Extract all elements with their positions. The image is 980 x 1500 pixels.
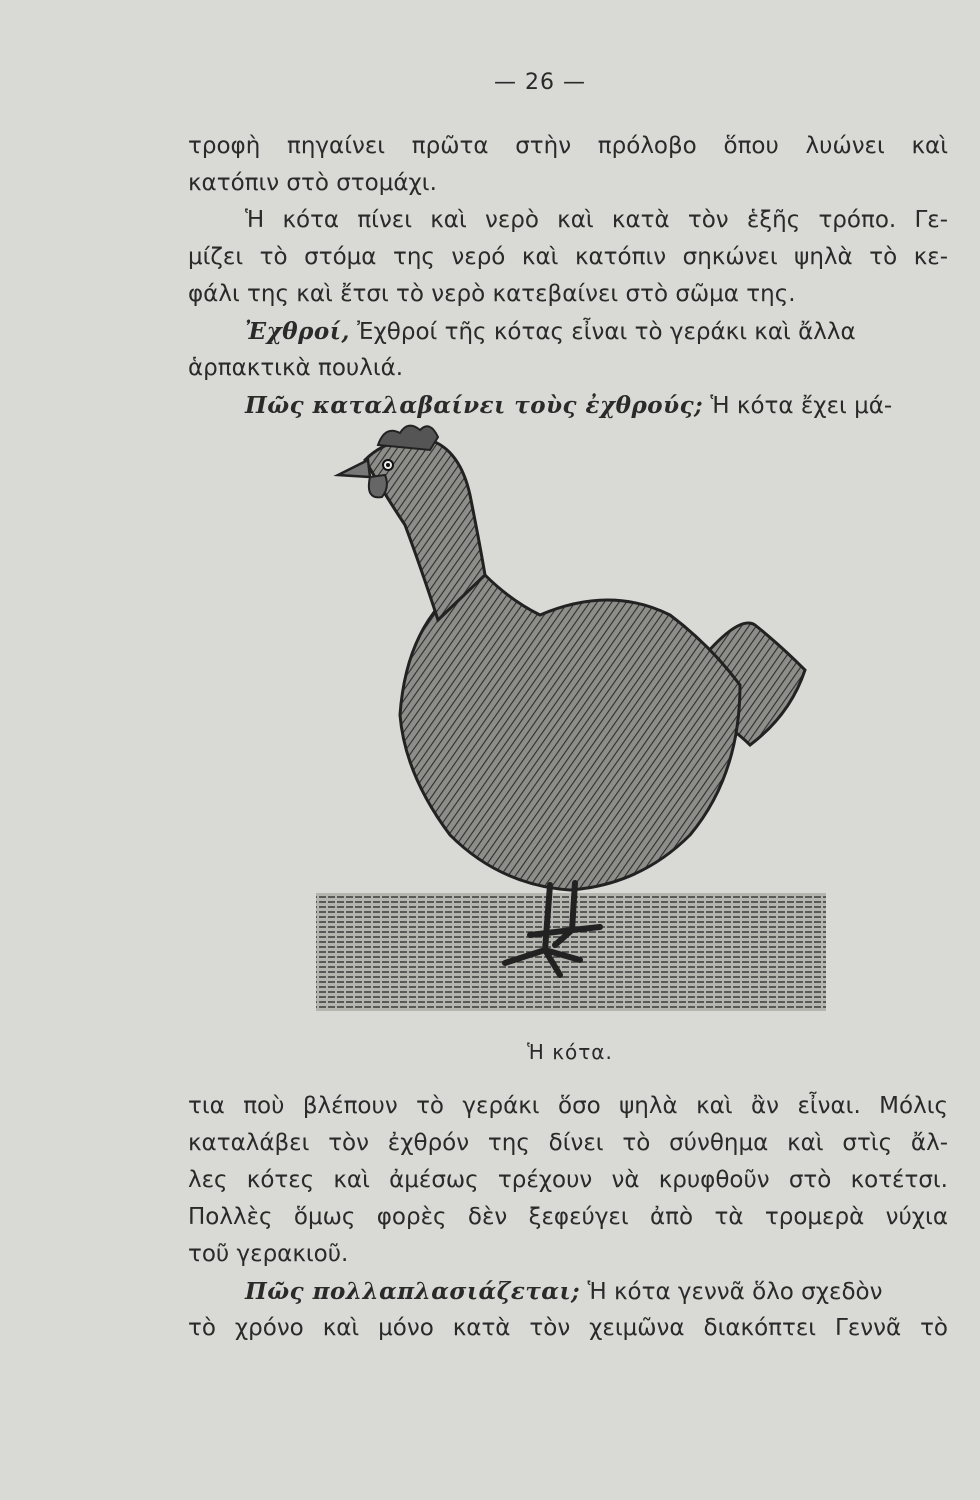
text-span: Ἐχθροί τῆς κότας εἶναι τὸ γεράκι καὶ ἄλλα (357, 319, 856, 345)
hen-engraving (310, 415, 830, 1025)
text-line (188, 1273, 948, 1310)
text-line: κατόπιν στὸ στομάχι. (188, 170, 437, 196)
text-span: Ἡ κότα ἔχει μά- (710, 393, 893, 419)
text-line: τοῦ γερακιοῦ. (188, 1241, 349, 1267)
figure-caption: Ἡ κότα. (527, 1040, 613, 1064)
heading-enemies: Ἐχθροί, (245, 318, 350, 345)
text-line: καταλάβει τὸν ἐχθρόν της δίνει τὸ σύνθημα καὶ στὶς ἄλ- (188, 1130, 948, 1156)
text-line: μίζει τὸ στόμα της νερό καὶ κατόπιν σηκώνει ψηλὰ τὸ κε- (188, 244, 948, 270)
text-line: Πολλὲς ὅμως φορὲς δὲν ξεφεύγει ἀπὸ τὰ τρομερὰ νύχια (188, 1204, 948, 1230)
top-text-block (188, 128, 948, 424)
text-line: Ἡ κότα πίνει καὶ νερὸ καὶ κατὰ τὸν ἑξῆς τρόπο. Γε- (245, 207, 948, 233)
text-line: τροφὴ πηγαίνει πρῶτα στὴν πρόλοβο ὅπου λυώνει καὶ (188, 133, 948, 159)
heading-reproduction: Πῶς πολλαπλασιάζεται; (245, 1278, 581, 1305)
text-line: τὸ χρόνο καὶ μόνο κατὰ τὸν χειμῶνα διακόπτει Γεννᾶ τὸ (188, 1315, 948, 1341)
heading-detect-enemies: Πῶς καταλαβαίνει τοὺς ἐχθρούς; (245, 392, 704, 419)
text-line: λες κότες καὶ ἀμέσως τρέχουν νὰ κρυφθοῦν στὸ κοτέτσι. (188, 1167, 948, 1193)
text-line: φάλι της καὶ ἔτσι τὸ νερὸ κατεβαίνει στὸ σῶμα της. (188, 281, 796, 307)
page-number: — 26 — (494, 70, 586, 95)
hen-illustration (310, 415, 830, 1025)
text-line: ἁρπακτικὰ πουλιά. (188, 355, 404, 381)
text-line (188, 313, 948, 350)
text-span: Ἡ κότα γεννᾶ ὅλο σχεδὸν (587, 1279, 883, 1305)
text-line: τια ποὺ βλέπουν τὸ γεράκι ὅσο ψηλὰ καὶ ἂν εἶναι. Μόλις (188, 1093, 948, 1119)
bottom-text-block (188, 1088, 948, 1347)
